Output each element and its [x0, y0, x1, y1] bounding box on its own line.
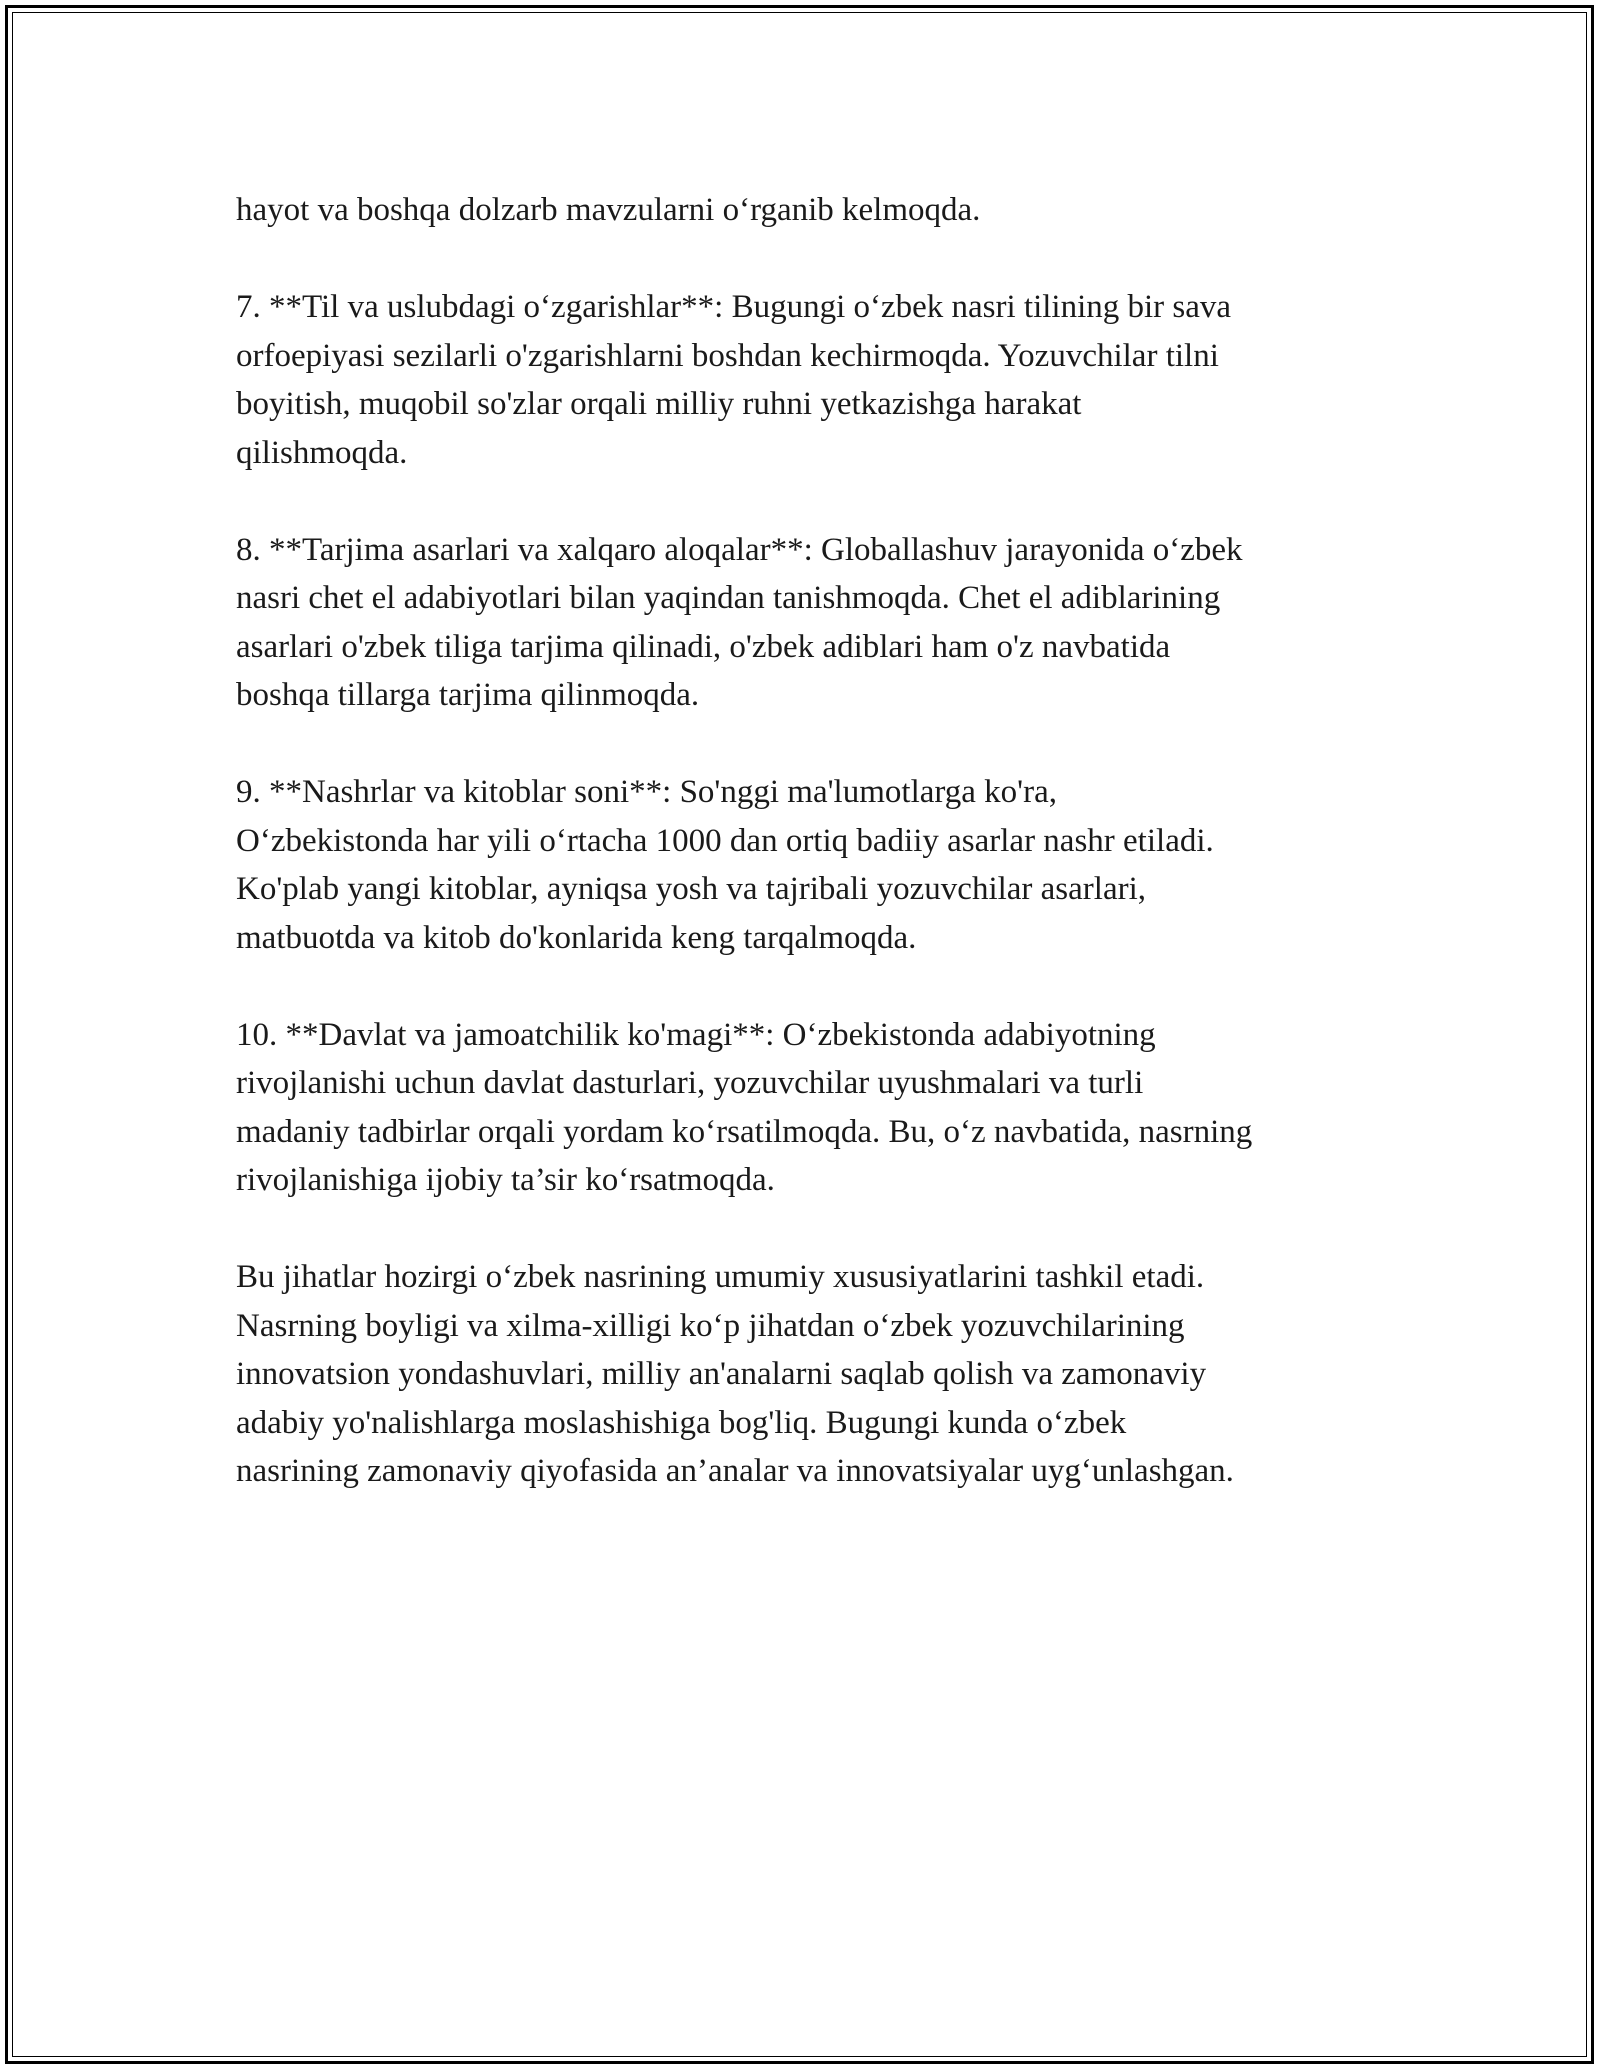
paragraph-continuation: hayot va boshqa dolzarb mavzularni o‘rganib kelmoqda.	[236, 192, 981, 228]
paragraph-conclusion: Bu jihatlar hozirgi o‘zbek nasrining umumiy xususiyatlarini tashkil etadi. Nasrning boyligi va xilma-xilligi ko‘p jihatdan o‘zbek yozuvchilarining innovatsion yondashuvlari, milliy an'analarni saqlab qolish va zamonaviy adabiy yo'nalishlarga moslashishiga bog'liq. Bugungi kunda o‘zbek nasrining zamonaviy qiyofasida an’analar va innovatsiyalar uyg‘unlashgan.	[236, 1259, 1234, 1489]
paragraph-item-7: 7. **Til va uslubdagi o‘zgarishlar**: Bugungi o‘zbek nasri tilining bir sava orfoepiyasi sezilarli o'zgarishlarni boshdan kechirmoqda. Yozuvchilar tilni boyitish, muqobil so'zlar orqali milliy ruhni yetkazishga harakat qilishmoqda.	[236, 289, 1232, 471]
document-body	[236, 186, 1376, 1544]
paragraph-item-8: 8. **Tarjima asarlari va xalqaro aloqalar**: Globallashuv jarayonida o‘zbek nasri chet el adabiyotlari bilan yaqindan tanishmoqda. Chet el adiblarining asarlari o'zbek tiliga tarjima qilinadi, o'zbek adiblari ham o'z navbatida boshqa tillarga tarjima qilinmoqda.	[236, 531, 1243, 713]
paragraph-item-9: 9. **Nashrlar va kitoblar soni**: So'nggi ma'lumotlarga ko'ra, O‘zbekistonda har yili o‘rtacha 1000 dan ortiq badiiy asarlar nashr etiladi. Ko'plab yangi kitoblar, ayniqsa yosh va tajribali yozuvchilar asarlari, matbuotda va kitob do'konlarida keng tarqalmoqda.	[236, 774, 1214, 956]
paragraph-item-10: 10. **Davlat va jamoatchilik ko'magi**: O‘zbekistonda adabiyotning rivojlanishi uchun davlat dasturlari, yozuvchilar uyushmalari va turli madaniy tadbirlar orqali yordam ko‘rsatilmoqda. Bu, o‘z navbatida, nasrning rivojlanishiga ijobiy ta’sir ko‘rsatmoqda.	[236, 1016, 1253, 1198]
